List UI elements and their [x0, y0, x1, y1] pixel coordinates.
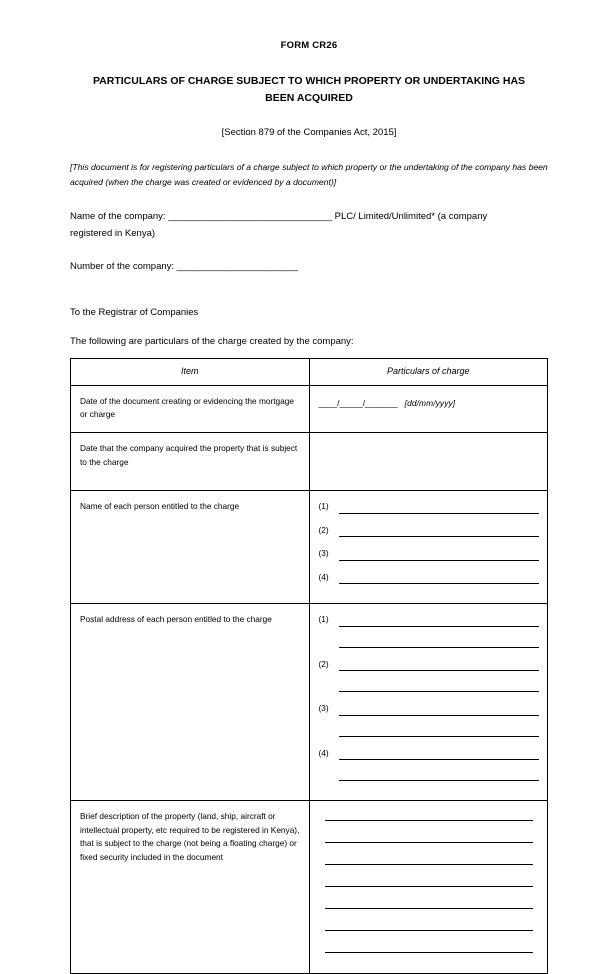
write-in-line[interactable] [339, 770, 540, 781]
page-title: PARTICULARS OF CHARGE SUBJECT TO WHICH PROPERTY OR UNDERTAKING HAS BEEN ACQUIRED [92, 75, 526, 104]
write-in-line[interactable] [325, 920, 534, 931]
intro-line: The following are particulars of the charge created by the company: [70, 336, 354, 347]
company-number-label: Number of the company: _______________________ [70, 261, 299, 272]
write-in-line[interactable] [339, 503, 540, 514]
write-in-line[interactable] [339, 681, 540, 692]
numbered-entry[interactable] [319, 571, 540, 585]
date-blank[interactable]: ____/_____/_______ [318, 397, 398, 408]
numbered-entry[interactable] [319, 702, 540, 716]
entry-number: (4) [318, 747, 329, 758]
entry-number: (3) [318, 703, 329, 713]
row-particulars-date[interactable] [309, 385, 548, 433]
table-row [71, 491, 548, 604]
write-in-line[interactable] [339, 637, 540, 648]
spacer [319, 442, 540, 455]
entry-number: (2) [318, 658, 329, 669]
entry-number: (3) [318, 548, 329, 558]
registrar-addressee: To the Registrar of Companies [70, 307, 199, 318]
write-in-line[interactable] [339, 526, 540, 537]
company-name-suffix: PLC/ Limited/Unlimited* (a company [334, 211, 488, 222]
date-format-hint: [dd/mm/yyyy] [404, 397, 456, 408]
write-in-line[interactable] [339, 550, 540, 561]
company-name-line2: registered in Kenya) [70, 228, 156, 239]
row-item-label: Name of each person entitled to the charge [71, 491, 310, 604]
write-in-line[interactable] [339, 705, 540, 716]
particulars-table [70, 358, 548, 974]
numbered-entry[interactable] [319, 613, 540, 627]
entry-number: (2) [318, 524, 329, 535]
table-row [71, 385, 548, 433]
spacer [319, 455, 540, 468]
row-particulars-addresses[interactable] [309, 604, 548, 801]
write-in-line[interactable] [325, 942, 534, 953]
numbered-entry[interactable] [319, 500, 540, 514]
section-reference: [Section 879 of the Companies Act, 2015] [221, 127, 397, 138]
write-in-line[interactable] [339, 616, 540, 627]
table-header-row [71, 359, 548, 386]
entry-number: (1) [318, 614, 329, 624]
column-header-item: Item [71, 359, 310, 386]
company-name-label: Name of the company: _______________________________ [70, 211, 333, 222]
write-in-line[interactable] [325, 854, 534, 865]
numbered-entry[interactable] [319, 547, 540, 561]
numbered-entry[interactable] [319, 747, 540, 761]
form-code: FORM CR26 [280, 40, 338, 51]
write-in-line[interactable] [325, 810, 534, 821]
entry-number: (4) [318, 571, 329, 582]
numbered-entry[interactable] [319, 524, 540, 538]
table-row [71, 604, 548, 801]
row-particulars-description[interactable] [309, 801, 548, 974]
spacer [319, 468, 540, 481]
table-row [71, 433, 548, 491]
instruction-note: [This document is for registering particulars of a charge subject to which property or the undertaking of the company has been acquired (when the charge was created or evidenced by a document)] [70, 162, 548, 187]
write-in-line[interactable] [339, 726, 540, 737]
write-in-line[interactable] [339, 660, 540, 671]
row-particulars-names[interactable] [309, 491, 548, 604]
row-item-label: Brief description of the property (land, ship, aircraft or intellectual property, etc required to be registered in Kenya), that is subject to the charge (not being a floating charge) or fixed security included in the document [71, 801, 310, 974]
row-item-label: Date that the company acquired the property that is subject to the charge [71, 433, 310, 491]
write-in-line[interactable] [339, 749, 540, 760]
write-in-line[interactable] [339, 573, 540, 584]
numbered-entry[interactable] [319, 658, 540, 672]
write-in-line[interactable] [325, 876, 534, 887]
company-number-field [70, 258, 548, 275]
write-in-line[interactable] [325, 832, 534, 843]
spacer [319, 410, 540, 423]
column-header-particulars: Particulars of charge [309, 359, 548, 386]
entry-number: (1) [318, 501, 329, 511]
row-particulars-blank[interactable] [309, 433, 548, 491]
company-name-field [70, 208, 548, 242]
write-in-line[interactable] [325, 898, 534, 909]
row-item-label: Postal address of each person entitled to the charge [71, 604, 310, 801]
row-item-label: Date of the document creating or evidencing the mortgage or charge [71, 385, 310, 433]
table-row [71, 801, 548, 974]
date-input-line[interactable] [319, 395, 540, 411]
